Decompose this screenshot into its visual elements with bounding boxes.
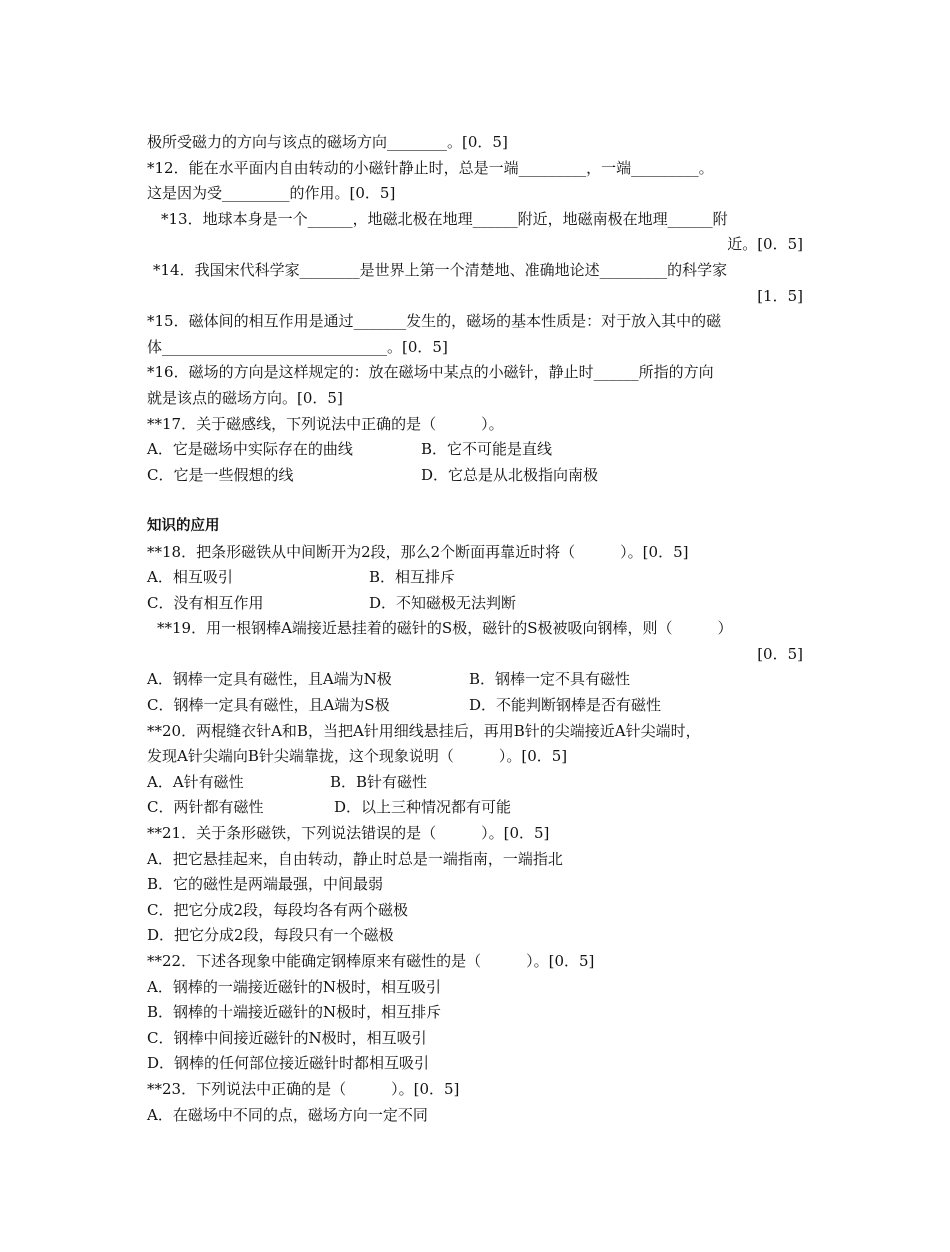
spacer [147,488,803,514]
option-d: D．把它分成2段，每段只有一个磁极 [147,926,394,945]
question-12-line-1: *12．能在水平面内自由转动的小磁针静止时，总是一端_________，一端_________。 [147,158,714,177]
option-d: D．以上三种情况都有可能 [334,798,512,817]
option-b: B．它的磁性是两端最强，中间最弱 [147,875,384,894]
question-15-line-1: *15．磁体间的相互作用是通过_______发生的，磁场的基本性质是：对于放入其中的磁 [147,312,722,331]
option-c: C．两针都有磁性 [147,798,264,817]
option-d: D．它总是从北极指向南极 [421,465,599,484]
question-18-options-row-1 [147,565,803,591]
option-a: A．它是磁场中实际存在的曲线 [147,440,353,459]
question-14-line-1: *14．我国宋代科学家________是世界上第一个清楚地、准确地论述_________的科学家 [153,260,728,279]
option-c: C．它是一些假想的线 [147,465,294,484]
option-c: C．钢棒一定具有磁性，且A端为S极 [147,696,390,715]
question-14-score: [1．5] [757,286,803,305]
option-b: B．钢棒一定不具有磁性 [469,670,631,689]
question-16-line-1: *16．磁场的方向是这样规定的：放在磁场中某点的小磁针，静止时______所指的方向 [147,363,714,382]
option-c: C．把它分成2段，每段均各有两个磁极 [147,900,409,919]
question-18-options-row-2 [147,591,803,617]
question-17-options-row-2 [147,463,803,489]
question-16-line-2: 就是该点的磁场方向。[0．5] [147,388,343,407]
question-19-options-row-2 [147,693,803,719]
question-19-line-1: **19．用一根钢棒A端接近悬挂着的磁针的S极，磁针的S极被吸向钢棒，则（ ） [157,619,733,638]
question-18-stem: **18．把条形磁铁从中间断开为2段，那么2个断面再靠近时将（ ）。[0．5] [147,542,689,561]
question-20-options-row-1 [147,770,803,796]
text-line: 极所受磁力的方向与该点的磁场方向________。[0．5] [147,133,508,151]
section-heading: 知识的应用 [147,517,220,534]
option-a: A．相互吸引 [147,568,233,587]
option-a: A．把它悬挂起来，自由转动，静止时总是一端指南，一端指北 [147,849,563,868]
question-13-line-1: *13．地球本身是一个______，地磁北极在地理______附近，地磁南极在地理______附 [161,209,728,228]
question-17-options-row-1 [147,437,803,463]
option-a: A．钢棒的一端接近磁针的N极时，相互吸引 [147,977,441,996]
question-20-line-1: **20．两棍缝衣针A和B，当把A针用细线悬挂后，再用B针的尖端接近A针尖端时， [147,721,701,740]
option-b: B．B针有磁性 [330,772,428,791]
question-21-stem: **21．关于条形磁铁，下列说法错误的是（ ）。[0．5] [147,824,550,843]
question-19-score: [0．5] [757,644,803,663]
option-a: A．A针有磁性 [147,772,244,791]
question-15-line-2: 体______________________________。[0．5] [147,337,448,356]
option-b: B．相互排斥 [369,568,456,587]
question-23-stem: **23．下列说法中正确的是（ ）。[0．5] [147,1079,460,1098]
document-page [147,130,803,1128]
question-22-stem: **22．下述各现象中能确定钢棒原来有磁性的是（ ）。[0．5] [147,952,595,970]
option-a: A．在磁场中不同的点，磁场方向一定不同 [147,1105,428,1124]
question-20-line-2: 发现A针尖端向B针尖端靠拢，这个现象说明（ ）。[0．5] [147,747,568,766]
option-c: C．钢棒中间接近磁针的N极时，相互吸引 [147,1028,427,1047]
question-19-options-row-1 [147,667,803,693]
option-d: D．不能判断钢棒是否有磁性 [469,696,662,715]
option-a: A．钢棒一定具有磁性，且A端为N极 [147,670,392,689]
option-d: D．钢棒的任何部位接近磁针时都相互吸引 [147,1054,430,1073]
option-d: D．不知磁极无法判断 [369,593,517,612]
option-b: B．钢棒的十端接近磁针的N极时，相互排斥 [147,1003,442,1022]
question-13-line-2: 近。[0．5] [727,235,803,254]
question-17-stem: **17．关于磁感线，下列说法中正确的是（ ）。 [147,414,504,433]
option-b: B．它不可能是直线 [421,440,553,459]
question-12-line-2: 这是因为受_________的作用。[0．5] [147,184,396,203]
option-c: C．没有相互作用 [147,593,264,612]
question-20-options-row-2 [147,795,803,821]
